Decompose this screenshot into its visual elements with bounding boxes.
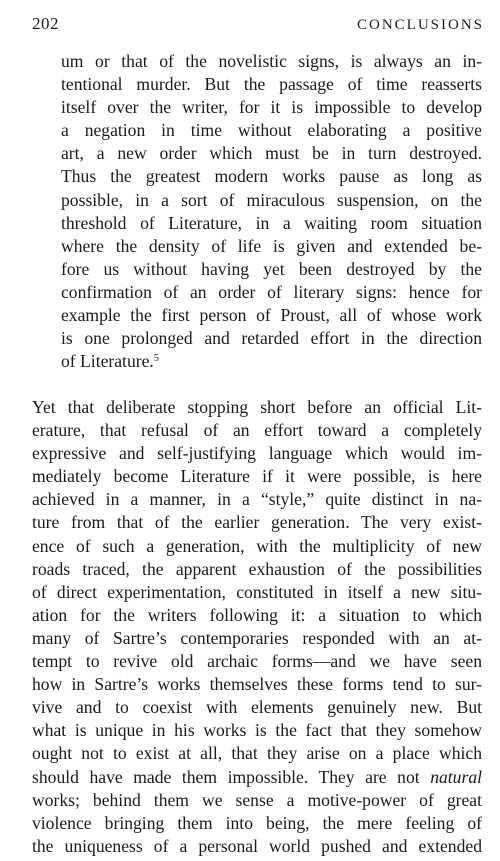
text-line: violence bringing them into being, the mere feeling of <box>32 812 482 833</box>
text-line: threshold of Literature, in a waiting room situation <box>61 212 482 233</box>
text-line: erature, that refusal of an effort toward a completely <box>32 420 482 441</box>
text-line: art, a new order which must be in turn destroyed. <box>61 143 482 164</box>
body-paragraph <box>32 396 482 858</box>
text-line: vive and to coexist with elements genuinely new. But <box>32 697 482 718</box>
text-line: Yet that deliberate stopping short before an official Lit- <box>32 397 482 417</box>
text-line: of direct experimentation, constituted in itself a new situ- <box>32 581 482 602</box>
text-line: ation for the writers following it: a situation to which <box>32 604 482 625</box>
text-line: how in Sartre’s works themselves these forms tend to sur- <box>32 674 482 695</box>
text-line: um or that of the novelistic signs, is always an in- <box>61 51 482 71</box>
text-line: works; behind them we sense a motive-power of great <box>32 789 482 810</box>
running-head: CONCLUSIONS <box>356 17 484 33</box>
page-number: 202 <box>32 14 59 33</box>
text-line: fore us without having yet been destroyed by the <box>61 258 482 279</box>
text-line-content: should have made them impossible. They are not <box>32 766 420 787</box>
text-line: where the density of life is given and extended be- <box>61 235 482 256</box>
text-line: what is unique in his works is the fact that they somehow <box>32 720 482 741</box>
text-line: is one prolonged and retarded effort in the direction <box>61 328 482 349</box>
text-line: confirmation of an order of literary signs: hence for <box>61 281 482 302</box>
italic-word: natural <box>430 766 482 787</box>
text-line: mediately become Literature if it were possible, is here <box>32 466 482 487</box>
text-line: tempt to revive old archaic forms—and we have seen <box>32 651 482 672</box>
text-line: ought not to exist at all, that they arise on a place which <box>32 743 482 764</box>
block-quote <box>61 50 482 373</box>
text-line: roads traced, the apparent exhaustion of the possibilities <box>32 558 482 579</box>
text-line: ence of such a generation, with the multiplicity of new <box>32 535 482 556</box>
text-line: ture from that of the earlier generation. The very exist- <box>32 512 482 533</box>
footnote-reference: 5 <box>153 353 159 365</box>
text-line: example the first person of Proust, all of whose work <box>61 305 482 326</box>
text-line: a negation in time without elaborating a positive <box>61 120 482 141</box>
page-header <box>32 14 484 38</box>
text-line: Thus the greatest modern works pause as long as <box>61 166 482 187</box>
text-line: tentional murder. But the passage of time reasserts <box>61 74 482 95</box>
text-line: itself over the writer, for it is impossible to develop <box>61 97 482 118</box>
text-line: the uniqueness of a personal world pushed and extended <box>32 835 482 856</box>
text-line-with-italic <box>32 766 482 789</box>
text-line: many of Sartre’s contemporaries responded with an at- <box>32 627 482 648</box>
text-line: possible, in a sort of miraculous suspension, on the <box>61 189 482 210</box>
text-line: expressive and self-justifying language which would im- <box>32 443 482 464</box>
text-line-last <box>61 350 482 373</box>
text-line: achieved in a manner, in a “style,” quite distinct in na- <box>32 489 482 510</box>
text-line-content: of Literature. <box>61 351 154 372</box>
